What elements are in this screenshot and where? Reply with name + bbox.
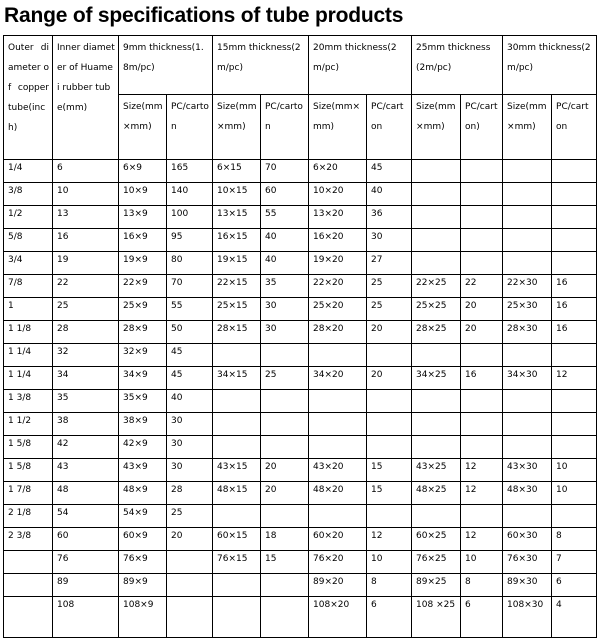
pc-9mm-cell: 80 — [167, 252, 213, 275]
pc-9mm-cell: 40 — [167, 390, 213, 413]
table-row — [4, 551, 597, 574]
size-9mm-cell: 22×9 — [119, 275, 167, 298]
inner-diameter-cell: 38 — [53, 413, 119, 436]
outer-diameter-cell: 1 1/4 — [4, 367, 53, 390]
size-30mm-cell — [503, 413, 552, 436]
size-30mm-cell: 89×30 — [503, 574, 552, 597]
pc-15mm-cell: 18 — [261, 528, 309, 551]
pc-20mm-cell: 15 — [367, 459, 412, 482]
header-group-15mm: 15mm thickness(2m/pc) — [213, 36, 309, 95]
pc-15mm-cell: 60 — [261, 183, 309, 206]
spec-table-body — [4, 160, 597, 638]
outer-diameter-cell: 1 1/4 — [4, 344, 53, 367]
size-20mm-cell: 10×20 — [309, 183, 367, 206]
size-20mm-cell: 89×20 — [309, 574, 367, 597]
pc-20mm-cell: 27 — [367, 252, 412, 275]
pc-25mm-cell: 20 — [461, 321, 503, 344]
size-30mm-cell: 25×30 — [503, 298, 552, 321]
size-30mm-cell: 28×30 — [503, 321, 552, 344]
outer-diameter-cell: 1 1/8 — [4, 321, 53, 344]
inner-diameter-cell: 13 — [53, 206, 119, 229]
pc-9mm-cell: 100 — [167, 206, 213, 229]
size-25mm-cell: 22×25 — [412, 275, 461, 298]
size-15mm-cell — [213, 413, 261, 436]
pc-9mm-cell: 30 — [167, 459, 213, 482]
pc-25mm-cell — [461, 206, 503, 229]
size-9mm-cell: 13×9 — [119, 206, 167, 229]
size-20mm-cell — [309, 436, 367, 459]
pc-30mm-cell: 8 — [552, 528, 597, 551]
pc-9mm-cell: 28 — [167, 482, 213, 505]
inner-diameter-cell: 60 — [53, 528, 119, 551]
pc-15mm-cell: 20 — [261, 459, 309, 482]
pc-15mm-cell: 35 — [261, 275, 309, 298]
size-30mm-cell: 108×30 — [503, 597, 552, 638]
pc-25mm-cell — [461, 390, 503, 413]
size-15mm-cell: 43×15 — [213, 459, 261, 482]
pc-15mm-cell: 40 — [261, 229, 309, 252]
header-size: Size(mm ×mm) — [503, 95, 552, 160]
pc-9mm-cell — [167, 597, 213, 638]
pc-30mm-cell — [552, 206, 597, 229]
size-9mm-cell: 32×9 — [119, 344, 167, 367]
header-size: Size(mm×mm) — [309, 95, 367, 160]
table-row — [4, 367, 597, 390]
inner-diameter-cell: 54 — [53, 505, 119, 528]
inner-diameter-cell: 89 — [53, 574, 119, 597]
pc-9mm-cell — [167, 551, 213, 574]
size-9mm-cell: 48×9 — [119, 482, 167, 505]
size-20mm-cell: 13×20 — [309, 206, 367, 229]
pc-25mm-cell — [461, 229, 503, 252]
size-20mm-cell: 16×20 — [309, 229, 367, 252]
header-row-groups — [4, 36, 597, 95]
size-20mm-cell: 19×20 — [309, 252, 367, 275]
table-row — [4, 459, 597, 482]
pc-25mm-cell — [461, 436, 503, 459]
size-9mm-cell: 60×9 — [119, 528, 167, 551]
size-25mm-cell: 48×25 — [412, 482, 461, 505]
pc-15mm-cell — [261, 597, 309, 638]
size-9mm-cell: 76×9 — [119, 551, 167, 574]
size-20mm-cell — [309, 344, 367, 367]
outer-diameter-cell: 1 7/8 — [4, 482, 53, 505]
size-20mm-cell: 76×20 — [309, 551, 367, 574]
header-pc-carton: PC/carton) — [461, 95, 503, 160]
size-20mm-cell — [309, 413, 367, 436]
pc-9mm-cell — [167, 574, 213, 597]
header-pc-carton: PC/carton — [167, 95, 213, 160]
outer-diameter-cell: 1 5/8 — [4, 436, 53, 459]
outer-diameter-cell: 3/8 — [4, 183, 53, 206]
size-9mm-cell: 38×9 — [119, 413, 167, 436]
pc-25mm-cell: 12 — [461, 528, 503, 551]
inner-diameter-cell: 19 — [53, 252, 119, 275]
page-title: Range of specifications of tube products — [4, 4, 404, 27]
outer-diameter-cell: 1 5/8 — [4, 459, 53, 482]
outer-diameter-cell — [4, 551, 53, 574]
pc-20mm-cell: 36 — [367, 206, 412, 229]
pc-25mm-cell: 12 — [461, 459, 503, 482]
pc-20mm-cell: 10 — [367, 551, 412, 574]
pc-9mm-cell: 50 — [167, 321, 213, 344]
size-15mm-cell: 19×15 — [213, 252, 261, 275]
table-row — [4, 252, 597, 275]
size-20mm-cell: 60×20 — [309, 528, 367, 551]
size-30mm-cell: 43×30 — [503, 459, 552, 482]
size-15mm-cell — [213, 344, 261, 367]
size-9mm-cell: 6×9 — [119, 160, 167, 183]
header-inner-diameter: Inner diameter of Huamei rubber tube(mm) — [53, 36, 119, 160]
table-row — [4, 298, 597, 321]
size-25mm-cell — [412, 413, 461, 436]
inner-diameter-cell: 32 — [53, 344, 119, 367]
size-15mm-cell: 76×15 — [213, 551, 261, 574]
pc-9mm-cell: 45 — [167, 367, 213, 390]
table-row — [4, 482, 597, 505]
size-15mm-cell — [213, 390, 261, 413]
table-row — [4, 160, 597, 183]
size-9mm-cell: 108×9 — [119, 597, 167, 638]
outer-diameter-cell: 1/2 — [4, 206, 53, 229]
pc-20mm-cell: 40 — [367, 183, 412, 206]
size-30mm-cell — [503, 344, 552, 367]
pc-30mm-cell — [552, 390, 597, 413]
size-9mm-cell: 34×9 — [119, 367, 167, 390]
pc-25mm-cell — [461, 252, 503, 275]
size-15mm-cell — [213, 436, 261, 459]
size-20mm-cell: 6×20 — [309, 160, 367, 183]
size-15mm-cell: 60×15 — [213, 528, 261, 551]
size-15mm-cell: 16×15 — [213, 229, 261, 252]
pc-15mm-cell: 70 — [261, 160, 309, 183]
inner-diameter-cell: 28 — [53, 321, 119, 344]
inner-diameter-cell: 43 — [53, 459, 119, 482]
size-20mm-cell — [309, 390, 367, 413]
pc-20mm-cell — [367, 505, 412, 528]
table-row — [4, 413, 597, 436]
pc-15mm-cell: 40 — [261, 252, 309, 275]
size-30mm-cell: 34×30 — [503, 367, 552, 390]
pc-25mm-cell — [461, 183, 503, 206]
pc-25mm-cell — [461, 413, 503, 436]
pc-15mm-cell — [261, 436, 309, 459]
pc-30mm-cell — [552, 413, 597, 436]
size-20mm-cell: 28×20 — [309, 321, 367, 344]
pc-20mm-cell — [367, 413, 412, 436]
pc-15mm-cell — [261, 344, 309, 367]
pc-30mm-cell: 16 — [552, 275, 597, 298]
size-25mm-cell — [412, 229, 461, 252]
size-25mm-cell — [412, 344, 461, 367]
inner-diameter-cell: 25 — [53, 298, 119, 321]
pc-20mm-cell: 45 — [367, 160, 412, 183]
size-30mm-cell — [503, 229, 552, 252]
pc-20mm-cell: 12 — [367, 528, 412, 551]
pc-9mm-cell: 55 — [167, 298, 213, 321]
size-15mm-cell: 13×15 — [213, 206, 261, 229]
pc-25mm-cell: 12 — [461, 482, 503, 505]
pc-30mm-cell — [552, 436, 597, 459]
size-15mm-cell: 10×15 — [213, 183, 261, 206]
pc-30mm-cell — [552, 183, 597, 206]
table-row — [4, 436, 597, 459]
pc-30mm-cell: 6 — [552, 574, 597, 597]
size-20mm-cell: 22×20 — [309, 275, 367, 298]
size-25mm-cell: 34×25 — [412, 367, 461, 390]
pc-15mm-cell: 55 — [261, 206, 309, 229]
inner-diameter-cell: 10 — [53, 183, 119, 206]
size-15mm-cell — [213, 597, 261, 638]
pc-25mm-cell: 8 — [461, 574, 503, 597]
header-group-30mm: 30mm thickness(2m/pc) — [503, 36, 597, 95]
pc-9mm-cell: 25 — [167, 505, 213, 528]
outer-diameter-cell: 2 1/8 — [4, 505, 53, 528]
size-30mm-cell: 76×30 — [503, 551, 552, 574]
table-row — [4, 321, 597, 344]
pc-15mm-cell — [261, 574, 309, 597]
size-9mm-cell: 54×9 — [119, 505, 167, 528]
size-30mm-cell — [503, 436, 552, 459]
pc-9mm-cell: 140 — [167, 183, 213, 206]
pc-20mm-cell: 20 — [367, 321, 412, 344]
size-20mm-cell — [309, 505, 367, 528]
header-group-9mm: 9mm thickness(1.8m/pc) — [119, 36, 213, 95]
pc-30mm-cell — [552, 229, 597, 252]
size-20mm-cell: 34×20 — [309, 367, 367, 390]
pc-15mm-cell: 30 — [261, 321, 309, 344]
size-9mm-cell: 25×9 — [119, 298, 167, 321]
table-row — [4, 597, 597, 638]
pc-30mm-cell — [552, 505, 597, 528]
spec-table — [3, 35, 597, 638]
outer-diameter-cell — [4, 574, 53, 597]
pc-25mm-cell: 16 — [461, 367, 503, 390]
pc-20mm-cell: 15 — [367, 482, 412, 505]
size-15mm-cell: 25×15 — [213, 298, 261, 321]
size-25mm-cell — [412, 436, 461, 459]
size-15mm-cell: 22×15 — [213, 275, 261, 298]
size-25mm-cell — [412, 390, 461, 413]
inner-diameter-cell: 34 — [53, 367, 119, 390]
pc-9mm-cell: 30 — [167, 413, 213, 436]
outer-diameter-cell: 1 3/8 — [4, 390, 53, 413]
pc-15mm-cell: 20 — [261, 482, 309, 505]
size-30mm-cell: 22×30 — [503, 275, 552, 298]
size-30mm-cell — [503, 390, 552, 413]
size-25mm-cell: 76×25 — [412, 551, 461, 574]
size-30mm-cell — [503, 183, 552, 206]
size-30mm-cell: 48×30 — [503, 482, 552, 505]
pc-25mm-cell: 22 — [461, 275, 503, 298]
pc-30mm-cell: 7 — [552, 551, 597, 574]
outer-diameter-cell: 3/4 — [4, 252, 53, 275]
header-group-20mm: 20mm thickness(2m/pc) — [309, 36, 412, 95]
size-20mm-cell: 25×20 — [309, 298, 367, 321]
table-row — [4, 229, 597, 252]
outer-diameter-cell: 5/8 — [4, 229, 53, 252]
outer-diameter-cell: 1 — [4, 298, 53, 321]
pc-30mm-cell — [552, 252, 597, 275]
pc-9mm-cell: 30 — [167, 436, 213, 459]
inner-diameter-cell: 22 — [53, 275, 119, 298]
table-row — [4, 183, 597, 206]
table-row — [4, 206, 597, 229]
size-25mm-cell: 89×25 — [412, 574, 461, 597]
pc-15mm-cell — [261, 505, 309, 528]
pc-30mm-cell: 16 — [552, 298, 597, 321]
size-20mm-cell: 43×20 — [309, 459, 367, 482]
pc-30mm-cell: 10 — [552, 459, 597, 482]
pc-25mm-cell — [461, 160, 503, 183]
header-pc-carton: PC/carton — [367, 95, 412, 160]
pc-20mm-cell: 8 — [367, 574, 412, 597]
inner-diameter-cell: 16 — [53, 229, 119, 252]
pc-9mm-cell: 70 — [167, 275, 213, 298]
size-9mm-cell: 43×9 — [119, 459, 167, 482]
pc-20mm-cell — [367, 344, 412, 367]
inner-diameter-cell: 76 — [53, 551, 119, 574]
header-group-25mm: 25mm thickness(2m/pc) — [412, 36, 503, 95]
size-9mm-cell: 16×9 — [119, 229, 167, 252]
pc-30mm-cell: 12 — [552, 367, 597, 390]
outer-diameter-cell: 7/8 — [4, 275, 53, 298]
size-25mm-cell — [412, 505, 461, 528]
size-9mm-cell: 28×9 — [119, 321, 167, 344]
header-size: Size(mm ×mm) — [213, 95, 261, 160]
size-30mm-cell — [503, 252, 552, 275]
inner-diameter-cell: 108 — [53, 597, 119, 638]
table-row — [4, 505, 597, 528]
size-15mm-cell: 34×15 — [213, 367, 261, 390]
table-row — [4, 528, 597, 551]
inner-diameter-cell: 48 — [53, 482, 119, 505]
pc-9mm-cell: 95 — [167, 229, 213, 252]
header-pc-carton: PC/carton — [552, 95, 597, 160]
size-15mm-cell — [213, 505, 261, 528]
outer-diameter-cell: 2 3/8 — [4, 528, 53, 551]
table-row — [4, 390, 597, 413]
size-20mm-cell: 48×20 — [309, 482, 367, 505]
outer-diameter-cell — [4, 597, 53, 638]
size-25mm-cell: 43×25 — [412, 459, 461, 482]
size-30mm-cell — [503, 505, 552, 528]
header-pc-carton: PC/carton — [261, 95, 309, 160]
pc-15mm-cell: 30 — [261, 298, 309, 321]
table-row — [4, 344, 597, 367]
size-15mm-cell: 6×15 — [213, 160, 261, 183]
inner-diameter-cell: 35 — [53, 390, 119, 413]
pc-9mm-cell: 20 — [167, 528, 213, 551]
size-20mm-cell: 108×20 — [309, 597, 367, 638]
pc-25mm-cell: 20 — [461, 298, 503, 321]
size-25mm-cell — [412, 183, 461, 206]
pc-20mm-cell: 25 — [367, 275, 412, 298]
size-25mm-cell: 60×25 — [412, 528, 461, 551]
size-9mm-cell: 10×9 — [119, 183, 167, 206]
size-15mm-cell: 28×15 — [213, 321, 261, 344]
size-25mm-cell — [412, 206, 461, 229]
size-25mm-cell: 25×25 — [412, 298, 461, 321]
size-25mm-cell: 108 ×25 — [412, 597, 461, 638]
pc-20mm-cell: 20 — [367, 367, 412, 390]
size-25mm-cell: 28×25 — [412, 321, 461, 344]
pc-25mm-cell: 10 — [461, 551, 503, 574]
pc-30mm-cell: 4 — [552, 597, 597, 638]
size-25mm-cell — [412, 160, 461, 183]
table-row — [4, 574, 597, 597]
pc-15mm-cell: 25 — [261, 367, 309, 390]
outer-diameter-cell: 1 1/2 — [4, 413, 53, 436]
inner-diameter-cell: 6 — [53, 160, 119, 183]
pc-20mm-cell — [367, 436, 412, 459]
header-size: Size(mm ×mm) — [412, 95, 461, 160]
size-9mm-cell: 89×9 — [119, 574, 167, 597]
inner-diameter-cell: 42 — [53, 436, 119, 459]
pc-20mm-cell: 25 — [367, 298, 412, 321]
size-15mm-cell — [213, 574, 261, 597]
pc-20mm-cell: 6 — [367, 597, 412, 638]
pc-9mm-cell: 165 — [167, 160, 213, 183]
pc-25mm-cell: 6 — [461, 597, 503, 638]
header-size: Size(mm ×mm) — [119, 95, 167, 160]
header-outer-diameter: Outer diameter of copper tube(inch) — [4, 36, 53, 160]
size-9mm-cell: 35×9 — [119, 390, 167, 413]
size-30mm-cell: 60×30 — [503, 528, 552, 551]
pc-20mm-cell — [367, 390, 412, 413]
pc-15mm-cell — [261, 413, 309, 436]
pc-30mm-cell — [552, 344, 597, 367]
pc-15mm-cell — [261, 390, 309, 413]
size-15mm-cell: 48×15 — [213, 482, 261, 505]
table-row — [4, 275, 597, 298]
pc-20mm-cell: 30 — [367, 229, 412, 252]
pc-30mm-cell: 16 — [552, 321, 597, 344]
size-30mm-cell — [503, 160, 552, 183]
pc-9mm-cell: 45 — [167, 344, 213, 367]
outer-diameter-cell: 1/4 — [4, 160, 53, 183]
size-9mm-cell: 19×9 — [119, 252, 167, 275]
pc-25mm-cell — [461, 505, 503, 528]
size-30mm-cell — [503, 206, 552, 229]
pc-30mm-cell: 10 — [552, 482, 597, 505]
pc-25mm-cell — [461, 344, 503, 367]
pc-30mm-cell — [552, 160, 597, 183]
pc-15mm-cell: 15 — [261, 551, 309, 574]
size-25mm-cell — [412, 252, 461, 275]
size-9mm-cell: 42×9 — [119, 436, 167, 459]
